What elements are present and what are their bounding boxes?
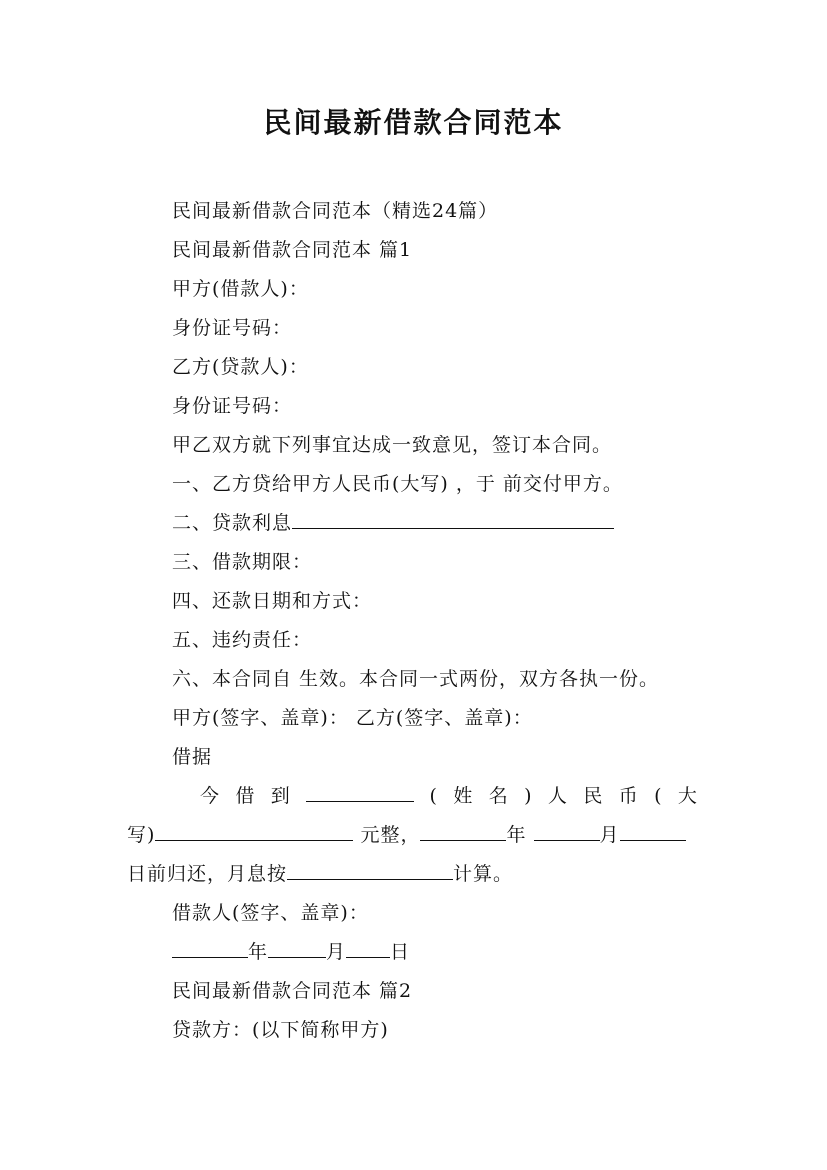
receipt-word: ( (429, 785, 438, 807)
receipt-word: 借 (235, 785, 256, 807)
section-heading-2: 民间最新借款合同范本 篇2 (172, 980, 413, 1002)
date-month-label: 月 (326, 941, 347, 963)
receipt-word: ) (524, 785, 533, 807)
blank-underline (172, 939, 248, 958)
blank-underline (534, 822, 600, 841)
date-day-label: 日 (390, 941, 411, 963)
blank-underline (287, 861, 453, 880)
receipt-line-2 (127, 822, 686, 848)
receipt-text: 年 (506, 824, 534, 846)
receipt-word: 今 (200, 785, 221, 807)
clause-3: 三、借款期限： (172, 551, 313, 573)
clause-1: 一、乙方贷给甲方人民币(大写) ，于 前交付甲方。 (172, 473, 623, 495)
agreement-line: 甲乙双方就下列事宜达成一致意见，签订本合同。 (172, 434, 613, 456)
signatures-line: 甲方(签字、盖章)： 乙方(签字、盖章)： (172, 707, 533, 729)
blank-underline (420, 822, 506, 841)
clause-2-label: 二、贷款利息 (172, 512, 293, 534)
party-a-line: 甲方(借款人)： (172, 278, 309, 300)
blank-underline (155, 822, 353, 841)
intro-line: 民间最新借款合同范本（精选24篇） (172, 200, 499, 222)
document-title: 民间最新借款合同范本 (263, 106, 564, 139)
receipt-text: 日前归还，月息按 (127, 863, 288, 885)
clause-6: 六、本合同自 生效。本合同一式两份，双方各执一份。 (172, 668, 660, 690)
clause-4: 四、还款日期和方式： (172, 590, 373, 612)
blank-underline (346, 939, 390, 958)
date-line (172, 939, 410, 965)
party-b-line: 乙方(贷款人)： (172, 356, 309, 378)
receipt-text: 计算。 (453, 863, 514, 885)
blank-underline (620, 822, 686, 841)
receipt-word: 到 (270, 785, 291, 807)
receipt-word: 民 (583, 785, 604, 807)
receipt-text: 写) (127, 824, 156, 846)
clause-2 (172, 510, 614, 536)
receipt-word: ( (654, 785, 663, 807)
receipt-title: 借据 (172, 746, 213, 768)
receipt-word: 大 (677, 785, 698, 807)
receipt-text: 月 (599, 824, 620, 846)
clause-5: 五、违约责任： (172, 629, 313, 651)
receipt-word: 名 (488, 785, 509, 807)
receipt-word: 币 (618, 785, 639, 807)
blank-underline (268, 939, 326, 958)
lender-line: 贷款方：(以下简称甲方) (172, 1019, 389, 1041)
borrower-sign-line: 借款人(签字、盖章)： (172, 902, 369, 924)
blank-underline (306, 783, 414, 802)
receipt-word: 姓 (453, 785, 474, 807)
id-a-line: 身份证号码： (172, 317, 293, 339)
date-year-label: 年 (248, 941, 269, 963)
receipt-word: 人 (547, 785, 568, 807)
blank-underline (292, 510, 614, 529)
receipt-line-1 (200, 783, 698, 809)
section-heading-1: 民间最新借款合同范本 篇1 (172, 239, 413, 261)
id-b-line: 身份证号码： (172, 395, 293, 417)
receipt-text: 元整， (353, 824, 421, 846)
receipt-line-3 (127, 861, 513, 887)
